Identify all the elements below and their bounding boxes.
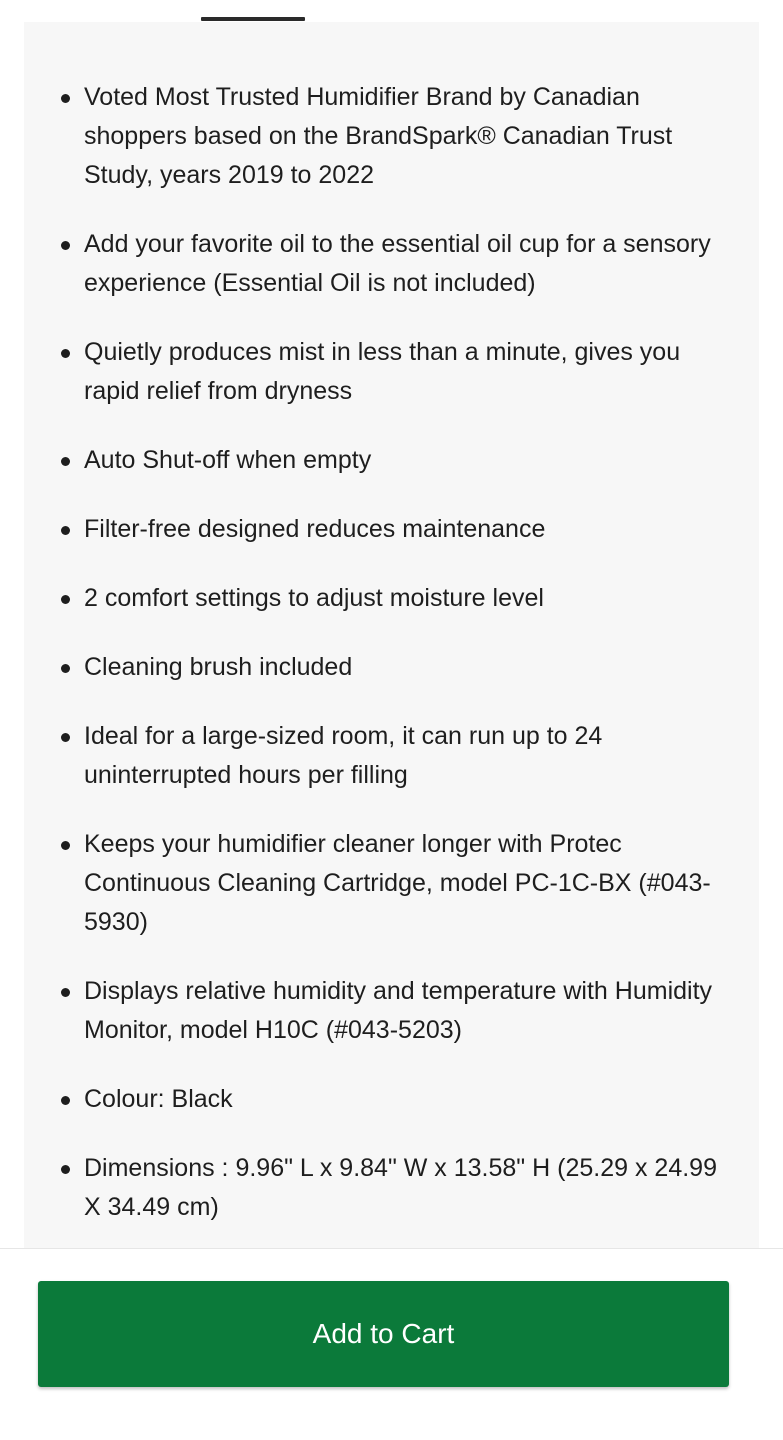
feature-text: Dimensions : 9.96" L x 9.84" W x 13.58" H (25.29 x 24.99 X 34.49 cm) (84, 1154, 717, 1221)
bullet-icon (61, 733, 70, 742)
bullet-icon (61, 595, 70, 604)
feature-text: Auto Shut-off when empty (84, 446, 372, 474)
product-features-panel (24, 22, 759, 1248)
list-item (24, 1149, 759, 1227)
feature-text: Quietly produces mist in less than a minute, gives you rapid relief from dryness (84, 338, 681, 405)
list-item (24, 441, 759, 480)
side-gutter-left (0, 0, 24, 1250)
feature-text: Ideal for a large-sized room, it can run up to 24 uninterrupted hours per filling (84, 722, 603, 789)
feature-text: Keeps your humidifier cleaner longer with Protec Continuous Cleaning Cartridge, model PC-1C-BX (#043-5930) (84, 830, 711, 936)
active-tab-indicator (201, 17, 305, 21)
bullet-icon (61, 241, 70, 250)
bullet-icon (61, 94, 70, 103)
feature-text: Cleaning brush included (84, 653, 353, 681)
bullet-icon (61, 1096, 70, 1105)
feature-text: Voted Most Trusted Humidifier Brand by Canadian shoppers based on the BrandSpark® Canadian Trust Study, years 2019 to 2022 (84, 83, 673, 189)
bullet-icon (61, 664, 70, 673)
feature-text: Add your favorite oil to the essential oil cup for a sensory experience (Essential Oil is not included) (84, 230, 711, 297)
feature-text: Filter-free designed reduces maintenance (84, 515, 546, 543)
list-item (24, 1080, 759, 1119)
list-item (24, 825, 759, 942)
bullet-icon (61, 457, 70, 466)
bullet-icon (61, 988, 70, 997)
list-item (24, 510, 759, 549)
bullet-icon (61, 526, 70, 535)
list-item (24, 579, 759, 618)
side-gutter-right (759, 0, 783, 1250)
list-item (24, 333, 759, 411)
add-to-cart-button[interactable]: Add to Cart (38, 1281, 729, 1387)
list-item (24, 225, 759, 303)
list-item (24, 717, 759, 795)
list-item (24, 972, 759, 1050)
bullet-icon (61, 841, 70, 850)
bottom-action-bar (0, 1248, 783, 1440)
feature-text: Colour: Black (84, 1085, 233, 1113)
bullet-icon (61, 349, 70, 358)
top-strip (0, 0, 783, 22)
feature-list (24, 78, 759, 1257)
feature-text: 2 comfort settings to adjust moisture level (84, 584, 544, 612)
list-item (24, 78, 759, 195)
bullet-icon (61, 1165, 70, 1174)
feature-text: Displays relative humidity and temperature with Humidity Monitor, model H10C (#043-5203) (84, 977, 713, 1044)
list-item (24, 648, 759, 687)
